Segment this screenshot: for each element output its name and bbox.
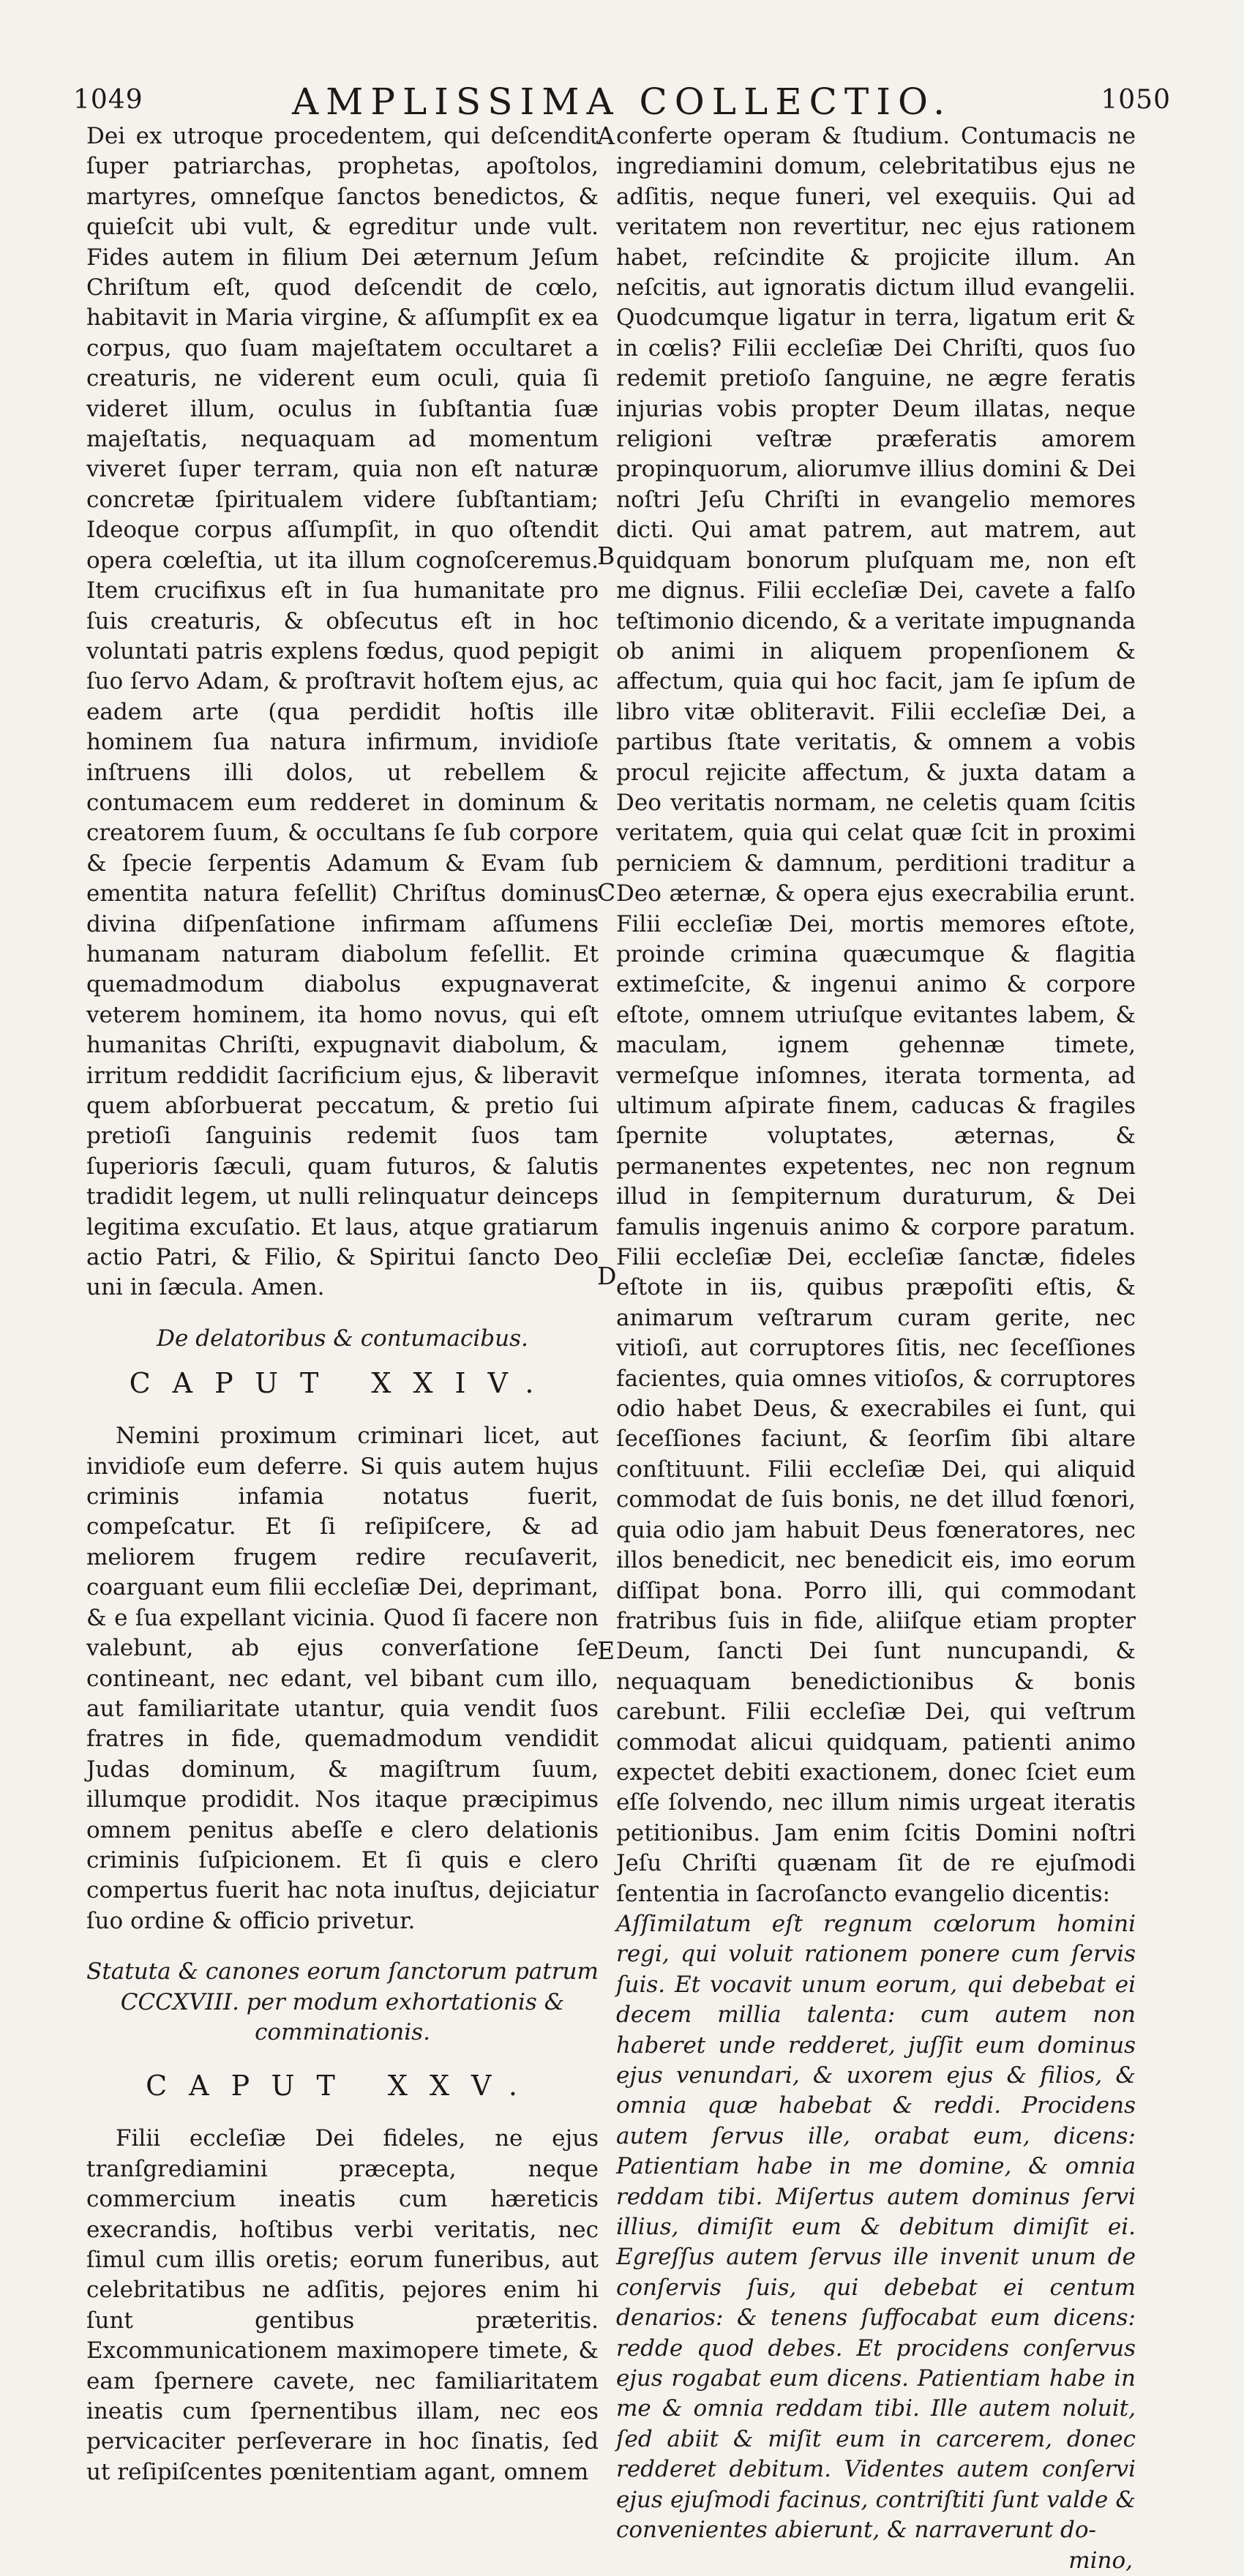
- running-title: AMPLISSIMA COLLECTIO.: [292, 80, 952, 123]
- left-paragraph-3: Filii eccleſiæ Dei fideles, ne ejus tranſgrediamini præcepta, neque commercium ineatis cum hæreticis execrandis, hoſtibus verbi veritatis, nec ſimul cum illis oretis; eorum funeribus, aut celebritatibus ne adſitis, pejores enim hi ſunt gentibus præteritis. Excommunicationem maximopere timete, & eam ſpernere cavete, nec familiaritatem ineatis cum ſpernentibus illam, nec eos pervicaciter perſeverare in hoc ſinatis, ſed ut reſipiſcentes pœnitentiam agant, omnem: [86, 2125, 599, 2485]
- gospel-quotation: Aſſimilatum eſt regnum cœlorum homini regi, qui voluit rationem ponere cum ſervis ſuis. Et vocavit unum eorum, qui debebat ei decem millia talenta: cum autem non haberet unde redderet, juſſit eum dominus ejus venundari, & uxorem ejus & filios, & omnia quæ habebat & reddi. Procidens autem ſervus ille, orabat eum, dicens: Patientiam habe in me domine, & omnia reddam tibi. Miſertus autem dominus ſervi illius, dimiſit eum & debitum dimiſit ei. Egreſſus autem ſervus ille invenit unum de conſervis ſuis, qui debebat ei centum denarios: & tenens ſuffocabat eum dicens: redde quod debes. Et procidens conſervus ejus rogabat eum dicens. Patientiam habe in me & omnia reddam tibi. Ille autem noluit, ſed abiit & miſit eum in carcerem, donec redderet debitum. Videntes autem conſervi ejus ejuſmodi facinus, contriſtiti ſunt valde & convenientes abierunt, & narraverunt do-: [616, 1910, 1136, 2544]
- catchword: mino,: [1068, 2547, 1133, 2574]
- section-marker-a: A: [597, 121, 615, 150]
- chapter-heading-xxv: CAPUT XXV.: [146, 2070, 539, 2103]
- chapter-subtitle-statuta: Statuta & canones eorum ſanctorum patrum CCCXVIII. per modum exhortationis & comminationis.: [86, 1958, 599, 2045]
- page-number-right: 1050: [1101, 85, 1171, 115]
- section-marker-c: C: [597, 878, 616, 907]
- section-marker-e: E: [597, 1636, 615, 1665]
- left-column: [86, 121, 599, 2487]
- left-paragraph-1: Dei ex utroque procedentem, qui deſcendit ſuper patriarchas, prophetas, apoſtolos, martyres, omneſque ſanctos benedictos, & quieſcit ubi vult, & egreditur unde vult. Fides autem in filium Dei æternum Jeſum Chriſtum eſt, quod deſcendit de cœlo, habitavit in Maria virgine, & aſſumpſit ex ea corpus, quo ſuam majeſtatem occultaret a creaturis, ne viderent eum oculi, quia ſi videret illum, oculus in ſubſtantia ſuæ majeſtatis, nequaquam ad momentum viveret ſuper terram, quia non eſt naturæ concretæ ſpiritualem videre ſubſtantiam; Ideoque corpus aſſumpſit, in quo oſtendit opera cœleſtia, ut ita illum cognoſceremus. Item crucifixus eſt in ſua humanitate pro ſuis creaturis, & obſecutus eſt in hoc voluntati patris explens fœdus, quod pepigit ſuo ſervo Adam, & proſtravit hoſtem ejus, ac eadem arte (qua perdidit hoſtis ille hominem ſua natura infirmum, invidioſe inſtruens illi dolos, ut rebellem & contumacem eum redderet in dominum & creatorem ſuum, & occultans ſe ſub corpore & ſpecie ſerpentis Adamum & Evam ſub ementita natura feſellit) Chriſtus dominus divina diſpenſatione infirmam aſſumens humanam naturam diabolum feſellit. Et quemadmodum diabolus expugnaverat veterem hominem, ita homo novus, qui eſt humanitas Chriſti, expugnavit diabolum, & irritum reddidit ſacrificium ejus, & liberavit quem abſorbuerat peccatum, & pretio ſui pretioſi ſanguinis redemit ſuos tam ſuperioris ſæculi, quam futuros, & ſalutis tradidit legem, ut nulli relinquatur deinceps legitima excuſatio. Et laus, atque gratiarum actio Patri, & Filio, & Spiritui ſancto Deo uni in ſæcula. Amen.: [86, 123, 599, 1301]
- left-paragraph-2: Nemini proximum criminari licet, aut invidioſe eum deferre. Si quis autem hujus criminis infamia notatus fuerit, compeſcatur. Et ſi reſipiſcere, & ad meliorem frugem redire recuſaverit, coarguant eum filii eccleſiæ Dei, deprimant, & e ſua expellant vicinia. Quod ſi facere non valebunt, ab ejus converſatione ſe contineant, nec edant, vel bibant cum illo, aut familiaritate utantur, quia vendit ſuos fratres in fide, quemadmodum vendidit Judas dominum, & magiſtrum ſuum, illumque prodidit. Nos itaque præcipimus omnem penitus abeſſe e clero delationis criminis ſuſpicionem. Et ſi quis e clero compertus fuerit hac nota inuſtus, dejiciatur ſuo ordine & officio privetur.: [86, 1423, 599, 1934]
- right-column: [616, 121, 1136, 2576]
- section-marker-d: D: [597, 1262, 617, 1290]
- section-marker-b: B: [597, 542, 615, 570]
- chapter-heading-xxiv: CAPUT XXIV.: [129, 1367, 556, 1400]
- chapter-subtitle-delatores: De delatoribus & contumacibus.: [157, 1325, 528, 1352]
- page-header: [73, 80, 1171, 124]
- right-paragraph-1: conferte operam & ſtudium. Contumacis ne ingrediamini domum, celebritatibus ejus ne adſitis, neque funeri, vel exequiis. Qui ad veritatem non revertitur, nec ejus rationem habet, reſcindite & projicite illum. An neſcitis, aut ignoratis dictum illud evangelii. Quodcumque ligatur in terra, ligatum erit & in cœlis? Filii eccleſiæ Dei Chriſti, quos ſuo redemit pretioſo ſanguine, ne ægre feratis injurias vobis propter Deum illatas, neque religioni veſtræ præferatis amorem propinquorum, aliorumve illius domini & Dei noſtri Jeſu Chriſti in evangelio memores dicti. Qui amat patrem, aut matrem, aut quidquam bonorum pluſquam me, non eſt me dignus. Filii eccleſiæ Dei, cavete a falſo teſtimonio dicendo, & a veritate impugnanda ob animi in aliquem propenſionem & affectum, quia qui hoc facit, jam ſe ipſum de libro vitæ obliteravit. Filii eccleſiæ Dei, a partibus ſtate veritatis, & omnem a vobis procul rejicite affectum, & juxta datam a Deo veritatis normam, ne celetis quam ſcitis veritatem, quia qui celat quæ ſcit in proximi perniciem & damnum, perditioni traditur a Deo æternæ, & opera ejus execrabilia erunt. Filii eccleſiæ Dei, mortis memores eſtote, proinde crimina quæcumque & flagitia extimeſcite, & ingenui animo & corpore eſtote, omnem utriuſque evitantes labem, & maculam, ignem gehennæ timete, vermeſque inſomnes, iterata tormenta, ad ultimum aſpirate finem, caducas & fragiles ſpernite voluptates, æternas, & permanentes expetentes, nec non regnum illud in ſempiternum duraturum, & Dei famulis ingenuis animo & corpore paratum. Filii eccleſiæ Dei, eccleſiæ ſanctæ, fideles eſtote in iis, quibus præpoſiti eſtis, & animarum veſtrarum curam gerite, nec vitioſi, aut corruptores ſitis, nec ſeceſſiones facientes, quia omnes vitioſos, & corruptores odio habet Deus, & execrabiles ei ſunt, qui ſeceſſiones faciunt, & ſeorſim ſibi altare conſtituunt. Filii eccleſiæ Dei, qui aliquid commodat de ſuis bonis, ne det illud fœnori, quia odio jam habuit Deus fœneratores, nec illos benedicit, nec benedicit eis, imo eorum diſſipat bona. Porro illi, qui commodant fratribus ſuis in fide, aliiſque etiam propter Deum, ſancti Dei ſunt nuncupandi, & nequaquam benedictionibus & bonis carebunt. Filii eccleſiæ Dei, qui veſtrum commodat alicui quidquam, patienti animo expectet debiti exactionem, donec ſciet eum eſſe ſolvendo, nec illum nimis urgeat iteratis petitionibus. Jam enim ſcitis Domini noſtri Jeſu Chriſti quænam ſit de re ejuſmodi ſententia in ſacroſancto evangelio dicentis:: [616, 123, 1136, 1907]
- page-number-left: 1049: [73, 85, 143, 115]
